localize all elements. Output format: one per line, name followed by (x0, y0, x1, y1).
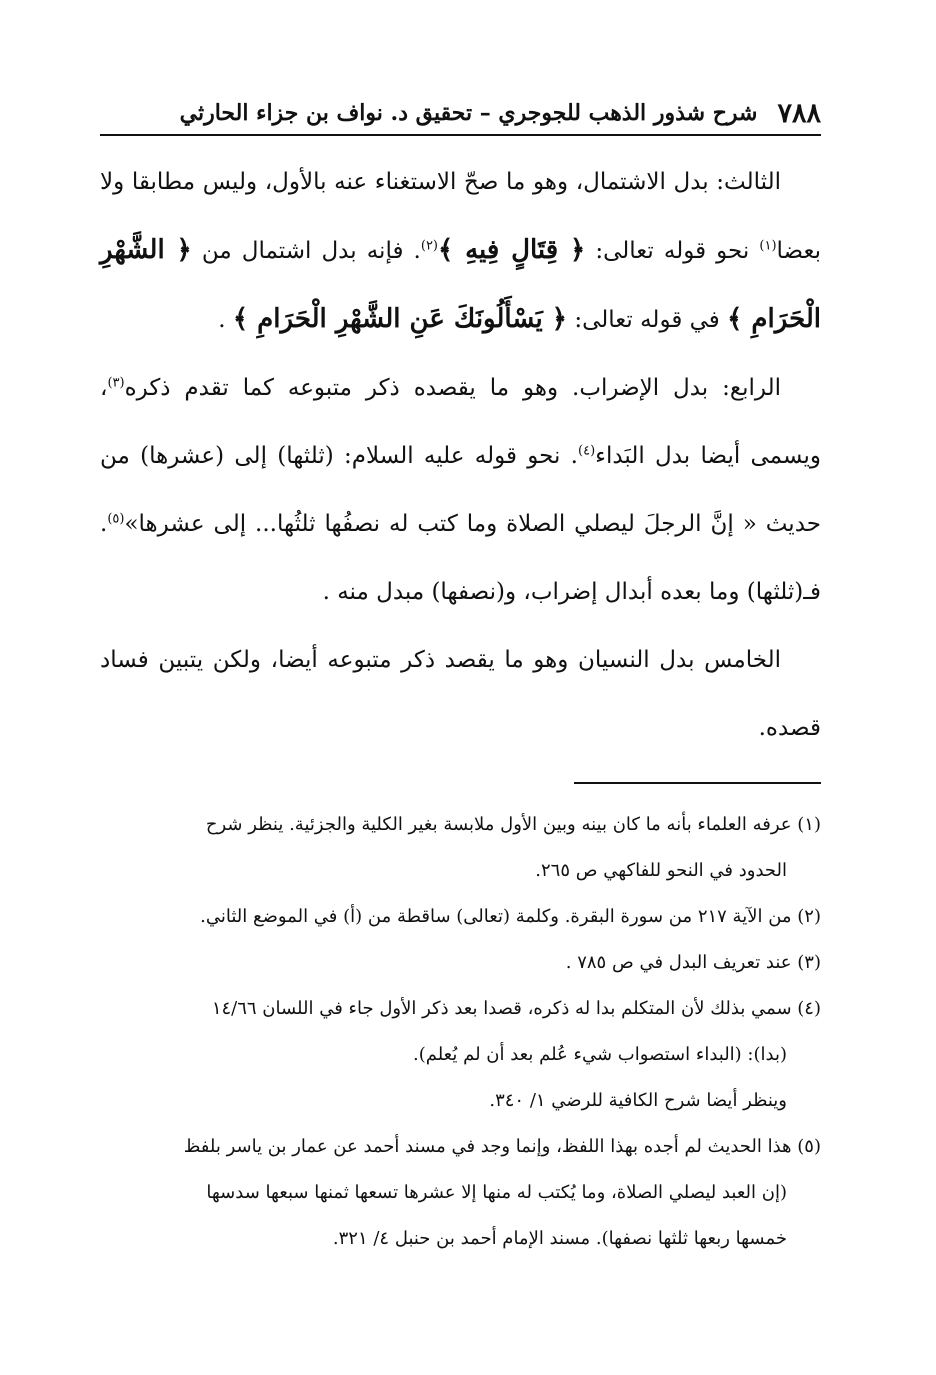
text-run: ، ويسمى أيضا بدل البَداء (100, 375, 821, 469)
paragraph-badal-nisyan (100, 626, 821, 762)
text-run: . فـ(ثلثها) وما بعده أبدال إضراب، و(نصفها) مبدل منه . (100, 511, 821, 605)
text-run: نحو قوله تعالى: (585, 238, 760, 264)
footnote-4-continuation: (بدا): (البداء استصواب شيء عُلم بعد أن لم يُعلم). (413, 1044, 787, 1065)
footnote-1: (١) عرفه العلماء بأنه ما كان بينه وبين الأول ملابسة بغير الكلية والجزئية. ينظر شرح (205, 814, 821, 835)
quran-quote: ﴿ يَسْأَلُونَكَ عَنِ الشَّهْرِ الْحَرَامِ ﴾ (232, 304, 568, 334)
footnote-ref-1: (١) (759, 238, 777, 254)
footnote-1-continuation: الحدود في النحو للفاكهي ص ٢٦٥. (535, 860, 787, 881)
quran-quote: ﴿ قِتَالٍ فِيهِ ﴾ (438, 235, 586, 265)
text-run: في قوله تعالى: (567, 307, 728, 333)
page-header (100, 92, 821, 136)
footnote-4: (٤) سمي بذلك لأن المتكلم بدا له ذكره، قصدا بعد ذكر الأول جاء في اللسان ١٤/٦٦ (211, 998, 821, 1019)
footnote-ref-2: (٢) (420, 238, 438, 254)
running-title: شرح شذور الذهب للجوجري – تحقيق د. نواف بن جزاء الحارثي (179, 100, 758, 126)
footnote-ref-3: (٣) (107, 375, 125, 391)
text-run: الرابع: بدل الإضراب. وهو ما يقصده ذكر متبوعه كما تقدم ذكره (124, 375, 781, 401)
footnote-2: (٢) من الآية ٢١٧ من سورة البقرة. وكلمة (تعالى) ساقطة من (أ) في الموضع الثاني. (200, 906, 821, 927)
footnote-ref-4: (٤) (578, 443, 596, 459)
paragraph-badal-ishtimal (100, 148, 821, 354)
text-run: الثالث: بدل الاشتمال، وهو ما صحّ الاستغناء عنه بالأول، وليس مطابقا ولا بعضا (100, 169, 821, 264)
text-run: . نحو قوله عليه السلام: (ثلثها) إلى (عشرها) من حديث « إنَّ الرجلَ ليصلي الصلاة وما كتب له نصفُها ثلثُها... إلى عشرها» (100, 443, 821, 537)
text-run: . فإنه بدل اشتمال من (191, 238, 421, 264)
main-text (100, 148, 821, 762)
footnotes (100, 802, 821, 1262)
page-number: ٧٨٨ (777, 97, 821, 129)
footnote-5-continuation: خمسها ربعها ثلثها نصفها). مسند الإمام أحمد بن حنبل ٤/ ٣٢١. (332, 1228, 787, 1249)
footnote-4-continuation: وينظر أيضا شرح الكافية للرضي ١/ ٣٤٠. (489, 1090, 787, 1111)
paragraph-badal-idrab (100, 354, 821, 626)
footnote-5-continuation: (إن العبد ليصلي الصلاة، وما يُكتب له منها إلا عشرها تسعها ثمنها سبعها سدسها (206, 1182, 787, 1203)
footnote-separator (574, 782, 821, 784)
footnote-3: (٣) عند تعريف البدل في ص ٧٨٥ . (565, 952, 821, 973)
footnote-5: (٥) هذا الحديث لم أجده بهذا اللفظ، وإنما وجد في مسند أحمد عن عمار بن ياسر بلفظ (183, 1136, 821, 1157)
text-run: . (218, 307, 233, 333)
quran-quote: ﴿ الشَّهْرِ الْحَرَامِ ﴾ (100, 235, 821, 334)
footnote-ref-5: (٥) (107, 511, 125, 527)
text-run: الخامس بدل النسيان وهو ما يقصد ذكر متبوعه أيضا، ولكن يتبين فساد قصده. (100, 647, 821, 741)
